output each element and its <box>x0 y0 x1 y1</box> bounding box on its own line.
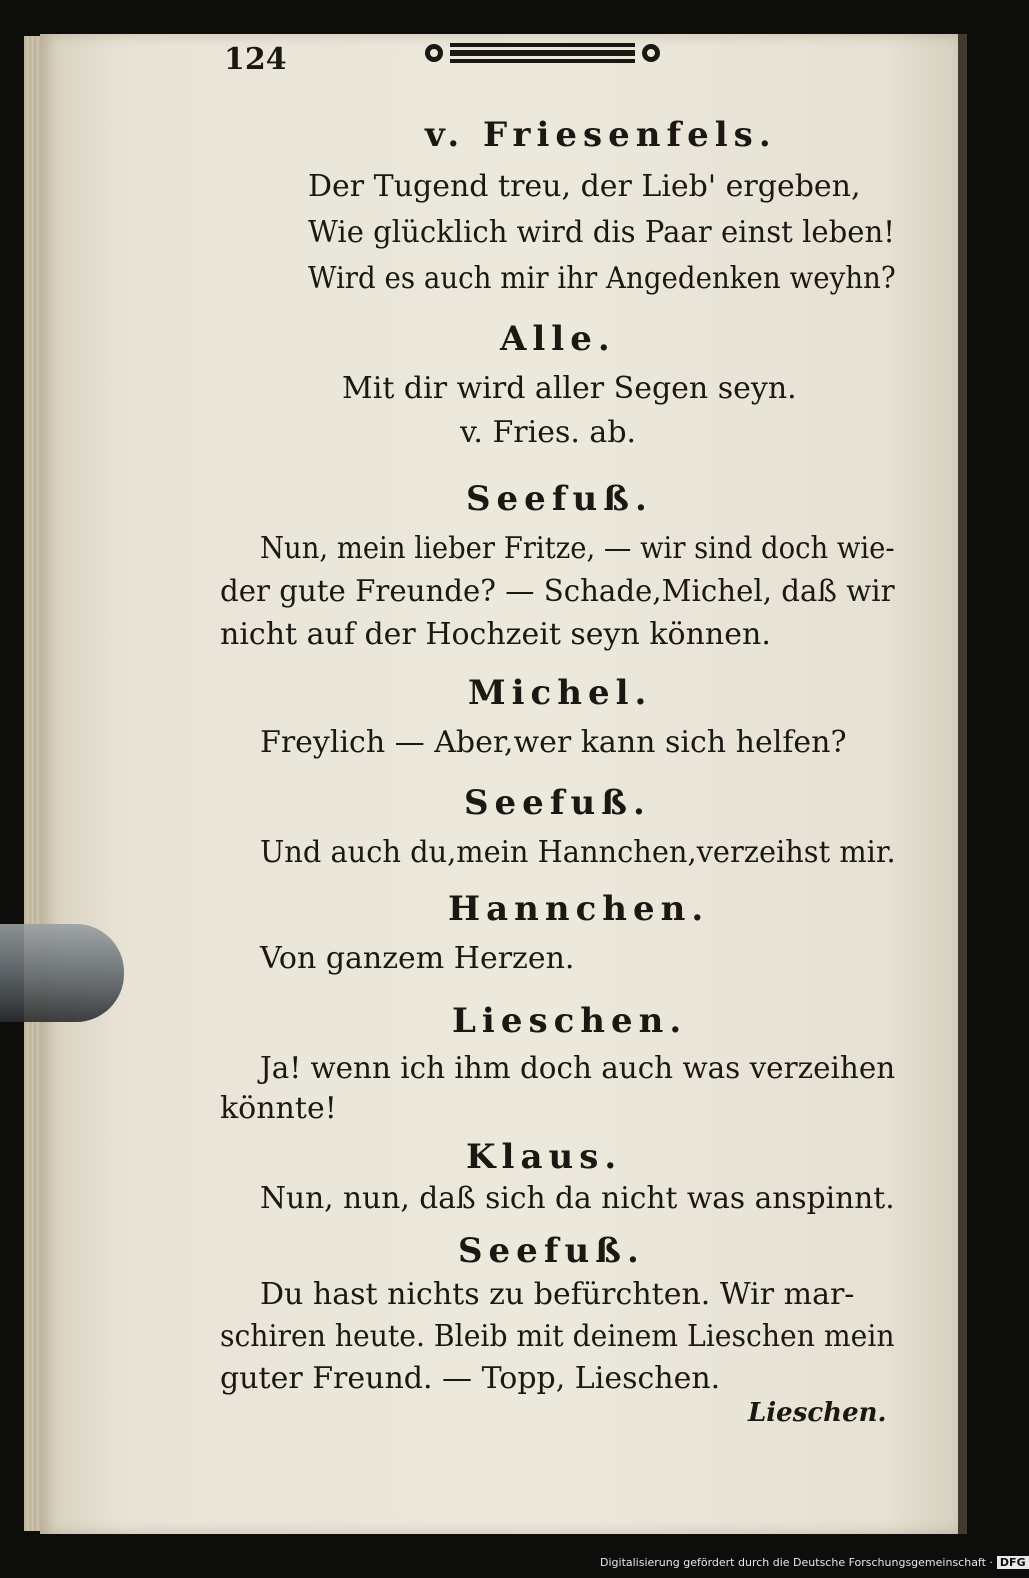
verse-line: Der Tugend treu, der Lieb' ergeben, <box>308 169 861 204</box>
dfg-logo: DFG <box>997 1556 1029 1569</box>
speaker-heading: v. Friesenfels. <box>425 115 777 155</box>
prose-line: schiren heute. Bleib mit deinem Lieschen mein <box>220 1319 895 1354</box>
prose-line: Nun, mein lieber Fritze, — wir sind doch wie- <box>260 531 895 566</box>
prose-line: nicht auf der Hochzeit seyn können. <box>220 617 771 652</box>
speaker-heading: Seefuß. <box>466 479 653 519</box>
speaker-heading: Klaus. <box>466 1137 623 1177</box>
speaker-heading: Lieschen. <box>452 1001 688 1041</box>
prose-line: der gute Freunde? — Schade,Michel, daß wir <box>220 574 895 609</box>
speaker-heading: Seefuß. <box>458 1231 645 1271</box>
page-number: 124 <box>224 42 287 77</box>
prose-line: Freylich — Aber,wer kann sich helfen? <box>260 725 847 760</box>
prose-line: guter Freund. — Topp, Lieschen. <box>220 1361 721 1396</box>
prose-line: könnte! <box>220 1091 337 1126</box>
prose-line: Du hast nichts zu befürchten. Wir mar- <box>260 1277 855 1312</box>
speaker-heading: Seefuß. <box>464 783 651 823</box>
digitization-credit <box>600 1556 1029 1569</box>
prose-line: Nun, nun, daß sich da nicht was anspinnt. <box>260 1181 895 1216</box>
prose-line: Ja! wenn ich ihm doch auch was verzeihen <box>260 1051 896 1086</box>
verse-line: Mit dir wird aller Segen seyn. <box>342 371 797 406</box>
verse-line: Wird es auch mir ihr Angedenken weyhn? <box>308 261 896 296</box>
verse-line: Wie glücklich wird dis Paar einst leben! <box>308 215 895 250</box>
prose-line: Und auch du,mein Hannchen,verzeihst mir. <box>260 835 896 870</box>
credit-text: Digitalisierung gefördert durch die Deutsche Forschungsgemeinschaft · <box>600 1556 993 1569</box>
catchword: Lieschen. <box>748 1398 887 1428</box>
speaker-heading: Hannchen. <box>448 889 710 929</box>
speaker-heading: Alle. <box>500 319 616 359</box>
prose-line: Von ganzem Herzen. <box>260 941 575 976</box>
stage-direction: v. Fries. ab. <box>460 415 637 450</box>
speaker-heading: Michel. <box>468 673 653 713</box>
